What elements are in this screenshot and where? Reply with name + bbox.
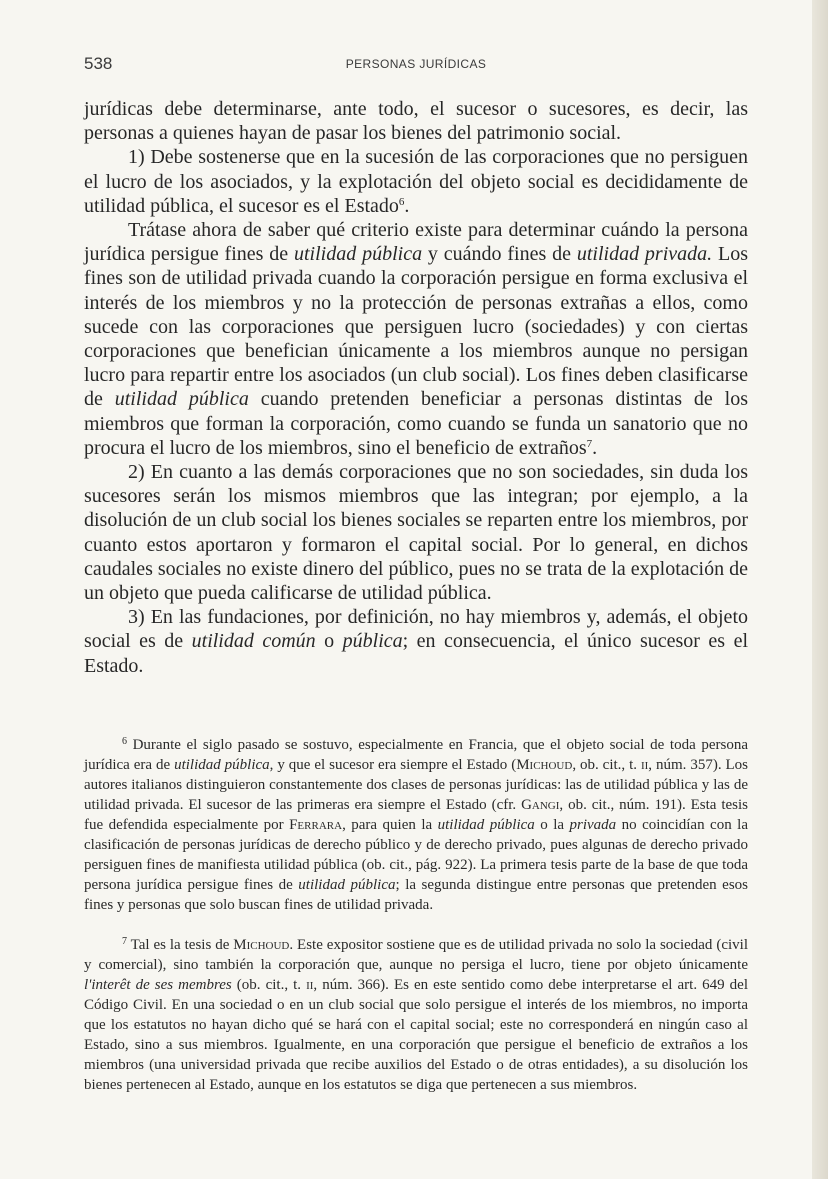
paragraph-3 <box>84 218 748 460</box>
p1-text: jurídicas debe determinarse, ante todo, el sucesor o sucesores, es decir, las personas a quienes hayan de pasar los bienes del patrimonio social. <box>84 98 748 145</box>
fn6-italic-4: utilidad pública <box>298 877 396 893</box>
fn6-text-j: ; la segunda distingue entre personas que pretenden esos fines y personas que solo buscan fines de utilidad privada. <box>84 877 749 913</box>
fn7-text-b: . Este expositor sostiene que es de utilidad privada no solo la sociedad (civil y comercial), sino también la corporación que, aunque no persiga el lucro, tiene por objeto únicamente <box>84 937 748 973</box>
p3-end: . <box>592 436 598 459</box>
paragraph-4 <box>84 460 748 605</box>
fn6-text-d: , núm. 357). Los autores italianos distinguieron constantemente dos clases de personas jurídicas: las de utilidad pública y las de utilidad privada. El sucesor de las primeras era siempre el Estado (cfr. <box>84 757 748 813</box>
fn6-author-michoud: Michoud <box>516 757 573 773</box>
p3-italic-2: utilidad privada. <box>576 243 713 266</box>
p5-text-c: ; en consecuencia, el único sucesor es el Estado. <box>84 630 748 677</box>
fn7-author-michoud: Michoud <box>233 937 290 953</box>
fn6-author-gangi: Gangi <box>521 797 560 813</box>
page-header <box>84 50 748 74</box>
fn6-volume: ii <box>640 757 649 773</box>
p5-text-b: o <box>315 630 343 653</box>
footnote-7-mark: 7 <box>122 936 127 947</box>
footnote-ref-7[interactable]: 7 <box>586 437 593 450</box>
footnote-ref-6[interactable]: 6 <box>398 195 405 208</box>
p3-text-c: Los fines son de utilidad privada cuando la corporación persigue en forma exclusiva el interés de los miembros y no la protección de personas extrañas a ellos, como sucede con las corporaciones que persiguen lucro (sociedades) y con ciertas corporaciones que benefician únicamente a los miembros aunque no persigan lucro para repartir entre los asociados (un club social). Los fines deben clasificarse de <box>84 243 748 411</box>
p5-italic-2: pública <box>342 630 403 653</box>
p3-italic-1: utilidad pública <box>294 243 423 266</box>
fn7-text-d: , núm. 366). Es en este sentido como debe interpretarse el art. 649 del Código Civil. En una sociedad o en un club social que solo persigue el interés de los miembros, no importa que los estatutos no hayan dicho qué se hará con el capital social; este no corresponderá en ningún caso al Estado, sino a sus miembros. Igualmente, en una corporación que persigue el beneficio de extraños a los miembros (una universidad privada que recibe auxilios del Estado o de otras entidades), a su disolución los bienes pertenecen al Estado, aunque en los estatutos se diga que pertenecen a sus miembros. <box>84 977 748 1093</box>
footnote-6-mark: 6 <box>122 736 127 747</box>
p3-text-a: Trátase ahora de saber qué criterio existe para determinar cuándo la persona jurídica persigue fines de <box>84 219 748 266</box>
fn6-italic-2: utilidad pública <box>437 817 535 833</box>
fn6-italic-3: privada <box>569 817 617 833</box>
paragraph-2 <box>84 145 748 218</box>
paragraph-5 <box>84 605 748 678</box>
fn6-text-f: , para quien la <box>342 817 438 833</box>
body-text <box>84 97 748 678</box>
fn6-text-e: , ob. cit., núm. 191). Esta tesis fue defendida especialmente por <box>84 797 748 833</box>
p4-text: 2) En cuanto a las demás corporaciones que no son sociedades, sin duda los sucesores serán los mismos miembros que las integran; por ejemplo, a la disolución de un club social los bienes sociales se reparten entre los miembros, por cuanto estos aportaron y formaron el capital social. Por lo general, en dichos caudales sociales no existe dinero del público, pues no se trata de la explotación de un objeto que pueda calificarse de utilidad pública. <box>84 461 748 605</box>
p5-italic-1: utilidad común <box>191 630 316 653</box>
p3-italic-3: utilidad pública <box>114 388 249 411</box>
footnote-6 <box>84 735 748 915</box>
footnote-7 <box>84 935 748 1095</box>
fn6-text-b: , y que el sucesor era siempre el Estado ( <box>269 757 517 773</box>
p5-text-a: 3) En las fundaciones, por definición, no hay miembros y, además, el objeto social es de <box>84 606 748 653</box>
fn7-text-c: (ob. cit., t. <box>231 977 307 993</box>
fn6-text-g: o la <box>534 817 570 833</box>
fn7-text-a: Tal es la tesis de <box>127 937 234 953</box>
p3-text-b: y cuándo fines de <box>422 243 577 266</box>
p2-text: 1) Debe sostenerse que en la sucesión de las corporaciones que no persiguen el lucro de los asociados, y la explotación del objeto social es decididamente de utilidad pública, el sucesor es el Estado <box>84 146 748 217</box>
fn6-text-c: , ob. cit., t. <box>572 757 641 773</box>
p3-text-d: cuando pretenden beneficiar a personas distintas de los miembros que forman la corporación, como cuando se funda un sanatorio que no procura el lucro de los miembros, sino el beneficio de extraños <box>84 388 748 459</box>
page-number: 538 <box>84 54 113 73</box>
fn6-text-h: no coincidían con la clasificación de personas jurídicas de derecho público y de derecho privado, pues algunas de derecho privado persiguen fines de manifiesta utilidad pública (ob. cit., pág. 922). La primera tesis parte de la base de que toda persona jurídica persigue fines de <box>84 817 748 893</box>
fn6-author-ferrara: Ferrara <box>289 817 343 833</box>
fn7-volume: ii <box>306 977 314 993</box>
page-edge <box>812 0 828 1179</box>
fn6-text-a: Durante el siglo pasado se sostuvo, especialmente en Francia, que el objeto social de toda persona jurídica era de <box>84 737 748 773</box>
footnote-6-paragraph <box>84 735 748 915</box>
running-head: PERSONAS JURÍDICAS <box>345 57 487 71</box>
p2-end: . <box>404 194 410 217</box>
paragraph-1 <box>84 97 748 145</box>
fn7-italic-1: l'interêt de ses membres <box>84 977 232 993</box>
footnote-7-paragraph <box>84 935 748 1095</box>
fn6-italic-1: utilidad pública <box>174 757 270 773</box>
